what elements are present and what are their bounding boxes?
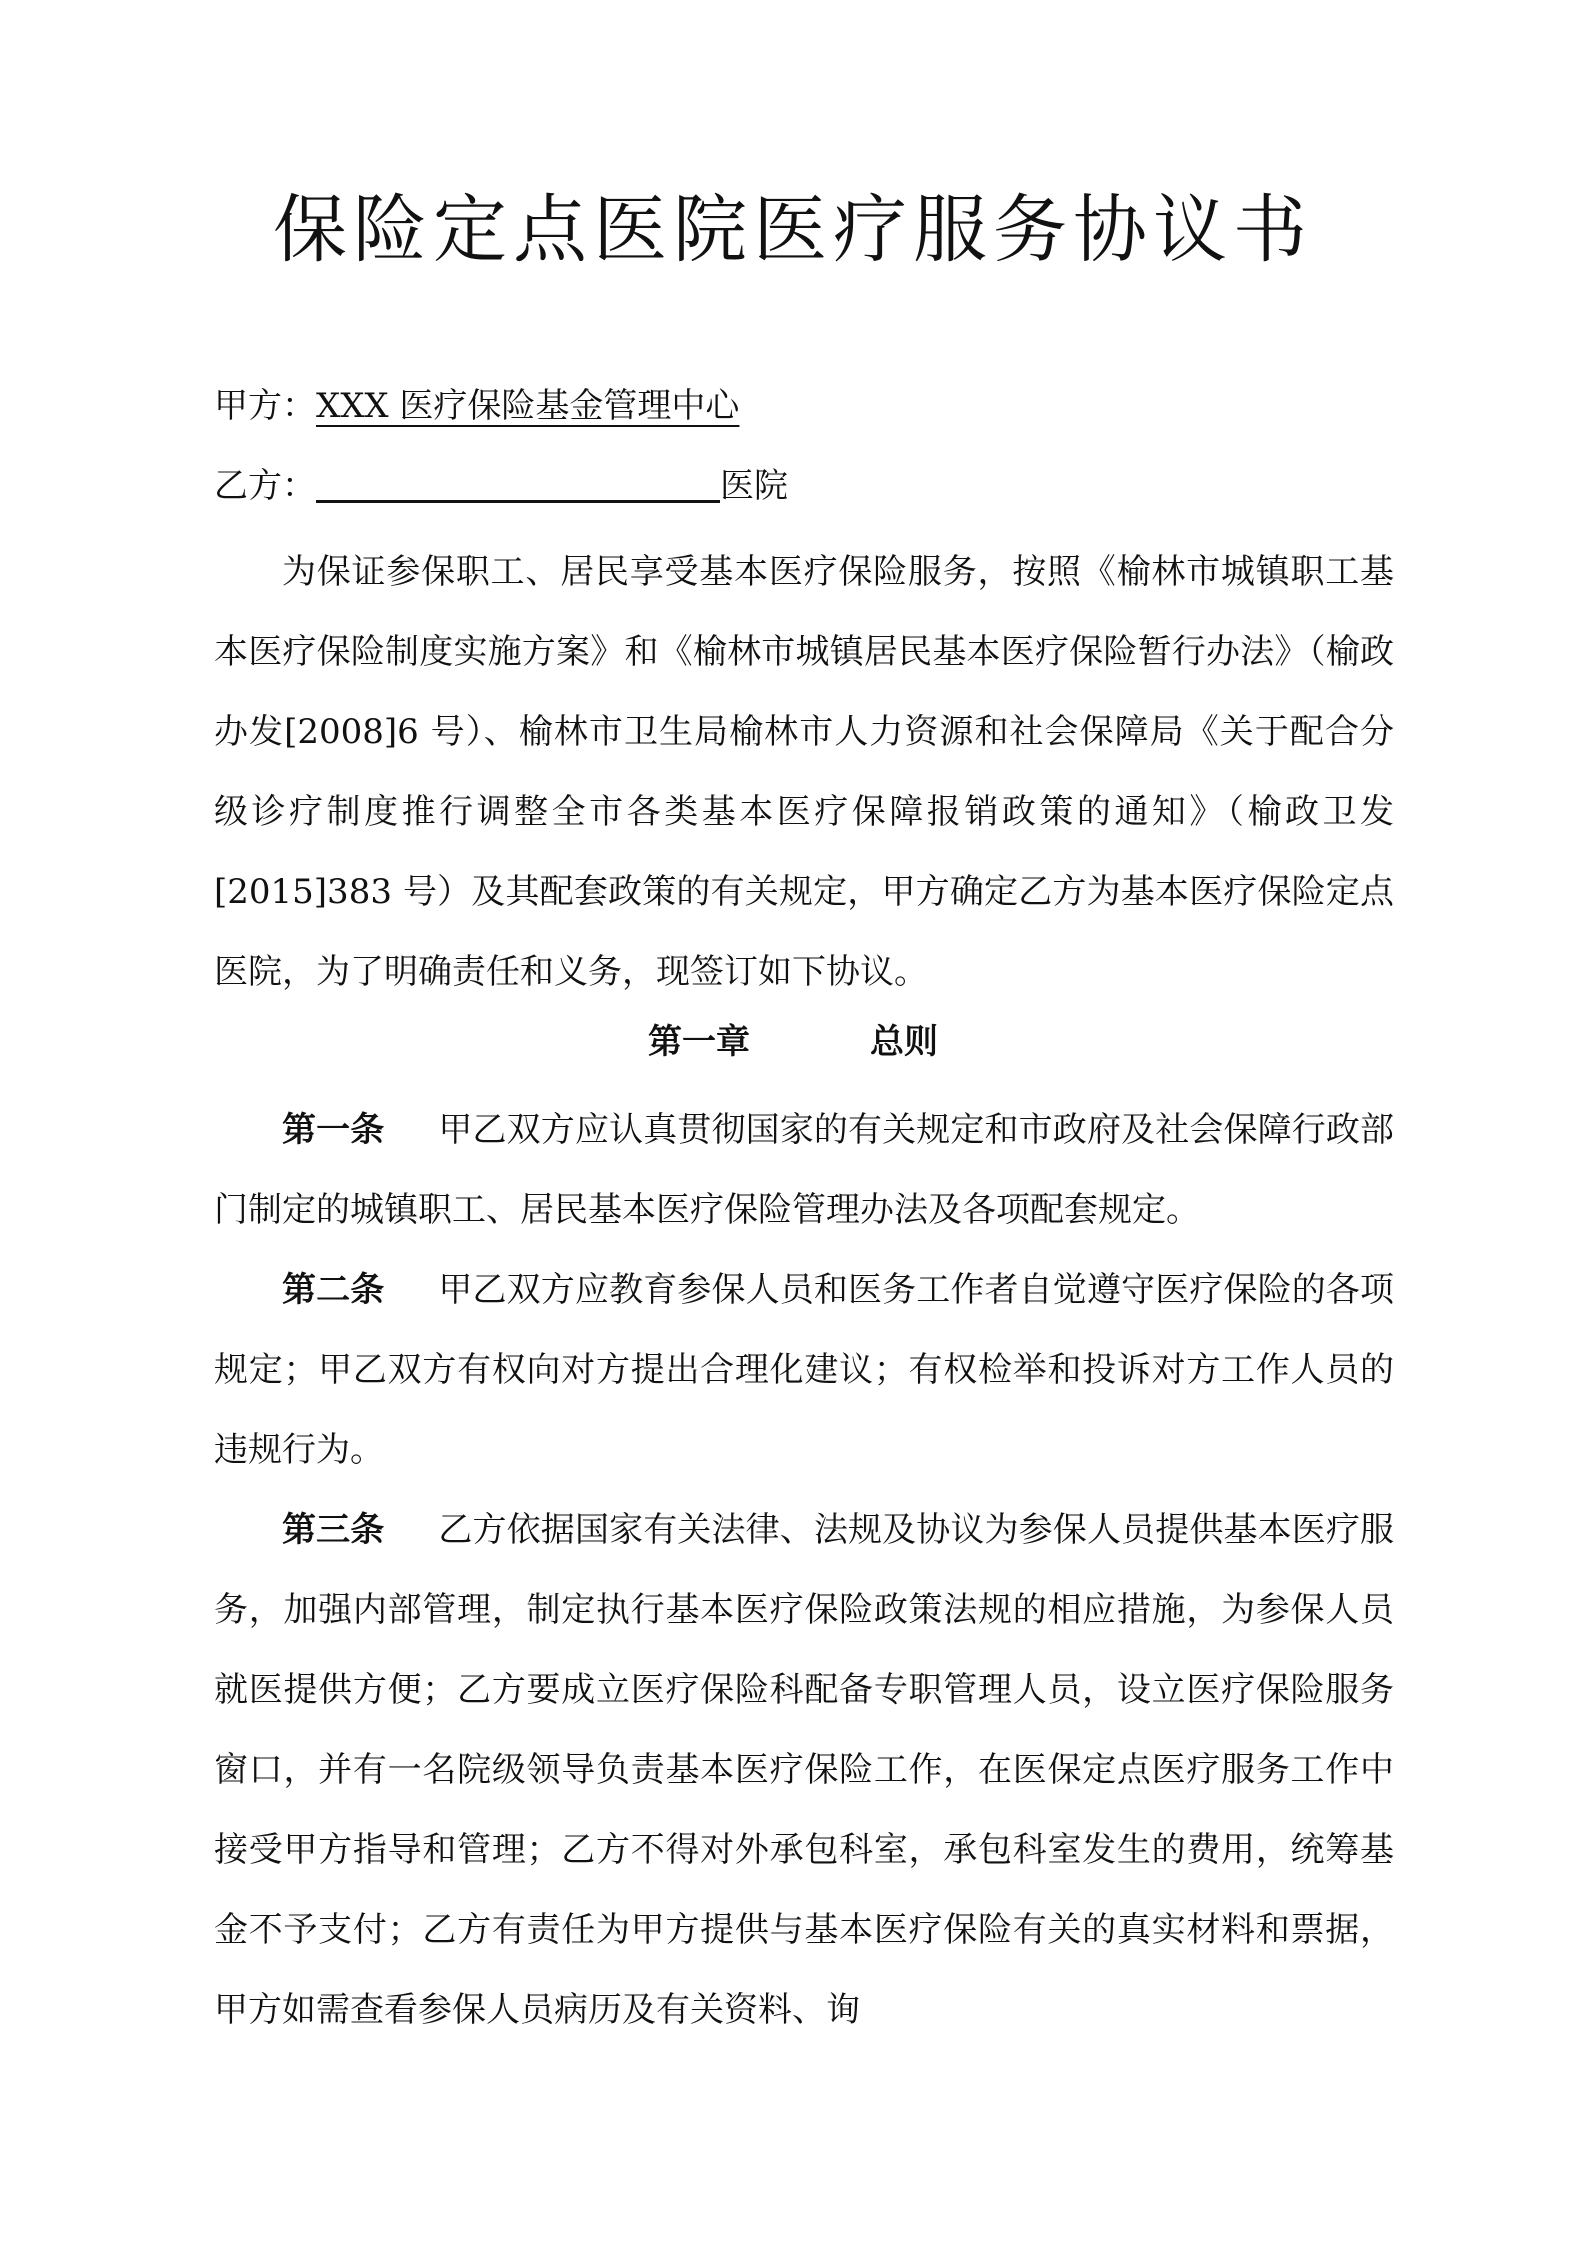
document-title: 保险定点医院医疗服务协议书 — [273, 187, 1313, 273]
chapter-heading — [0, 1012, 1586, 1072]
intro-paragraph-block — [214, 532, 1394, 1012]
intro-paragraph: 为保证参保职工、居民享受基本医疗保险服务，按照《榆林市城镇职工基本医疗保险制度实施方案》和《榆林市城镇居民基本医疗保险暂行办法》（榆政办发[2008]6 号）、榆林市卫生局榆林市人力资源和社会保障局《关于配合分级诊疗制度推行调整全市各类基本医疗保障报销政策的通知》（榆政卫发[2015]383 号）及其配套政策的有关规定，甲方确定乙方为基本医疗保险定点医院，为了明确责任和义务，现签订如下协议。 — [214, 552, 1394, 992]
chapter-number: 第一章 — [648, 1022, 750, 1062]
party-a-name: XXX 医疗保险基金管理中心 — [316, 386, 740, 426]
party-b-label: 乙方： — [214, 466, 316, 506]
article-3-label: 第三条 — [282, 1510, 385, 1550]
article-1 — [214, 1090, 1394, 1250]
article-3-text: 乙方依据国家有关法律、法规及协议为参保人员提供基本医疗服务，加强内部管理，制定执行基本医疗保险政策法规的相应措施，为参保人员就医提供方便；乙方要成立医疗保险科配备专职管理人员，设立医疗保险服务窗口，并有一名院级领导负责基本医疗保险工作，在医保定点医疗服务工作中接受甲方指导和管理；乙方不得对外承包科室，承包科室发生的费用，统筹基金不予支付；乙方有责任为甲方提供与基本医疗保险有关的真实材料和票据，甲方如需查看参保人员病历及有关资料、询 — [214, 1510, 1395, 2030]
article-2-label: 第二条 — [282, 1270, 385, 1310]
article-1-text: 甲乙双方应认真贯彻国家的有关规定和市政府及社会保障行政部门制定的城镇职工、居民基本医疗保险管理办法及各项配套规定。 — [214, 1110, 1395, 1230]
party-b-suffix: 医院 — [720, 466, 788, 506]
party-b-line — [214, 456, 788, 516]
chapter-name: 总则 — [870, 1022, 938, 1062]
article-3 — [214, 1490, 1394, 2050]
article-2 — [214, 1250, 1394, 1490]
party-b-blank-field[interactable] — [316, 456, 720, 503]
article-2-text: 甲乙双方应教育参保人员和医务工作者自觉遵守医疗保险的各项规定；甲乙双方有权向对方提出合理化建议；有权检举和投诉对方工作人员的违规行为。 — [214, 1270, 1395, 1470]
party-a-label: 甲方： — [214, 386, 316, 426]
article-1-label: 第一条 — [282, 1110, 385, 1150]
party-a-line — [214, 376, 739, 436]
